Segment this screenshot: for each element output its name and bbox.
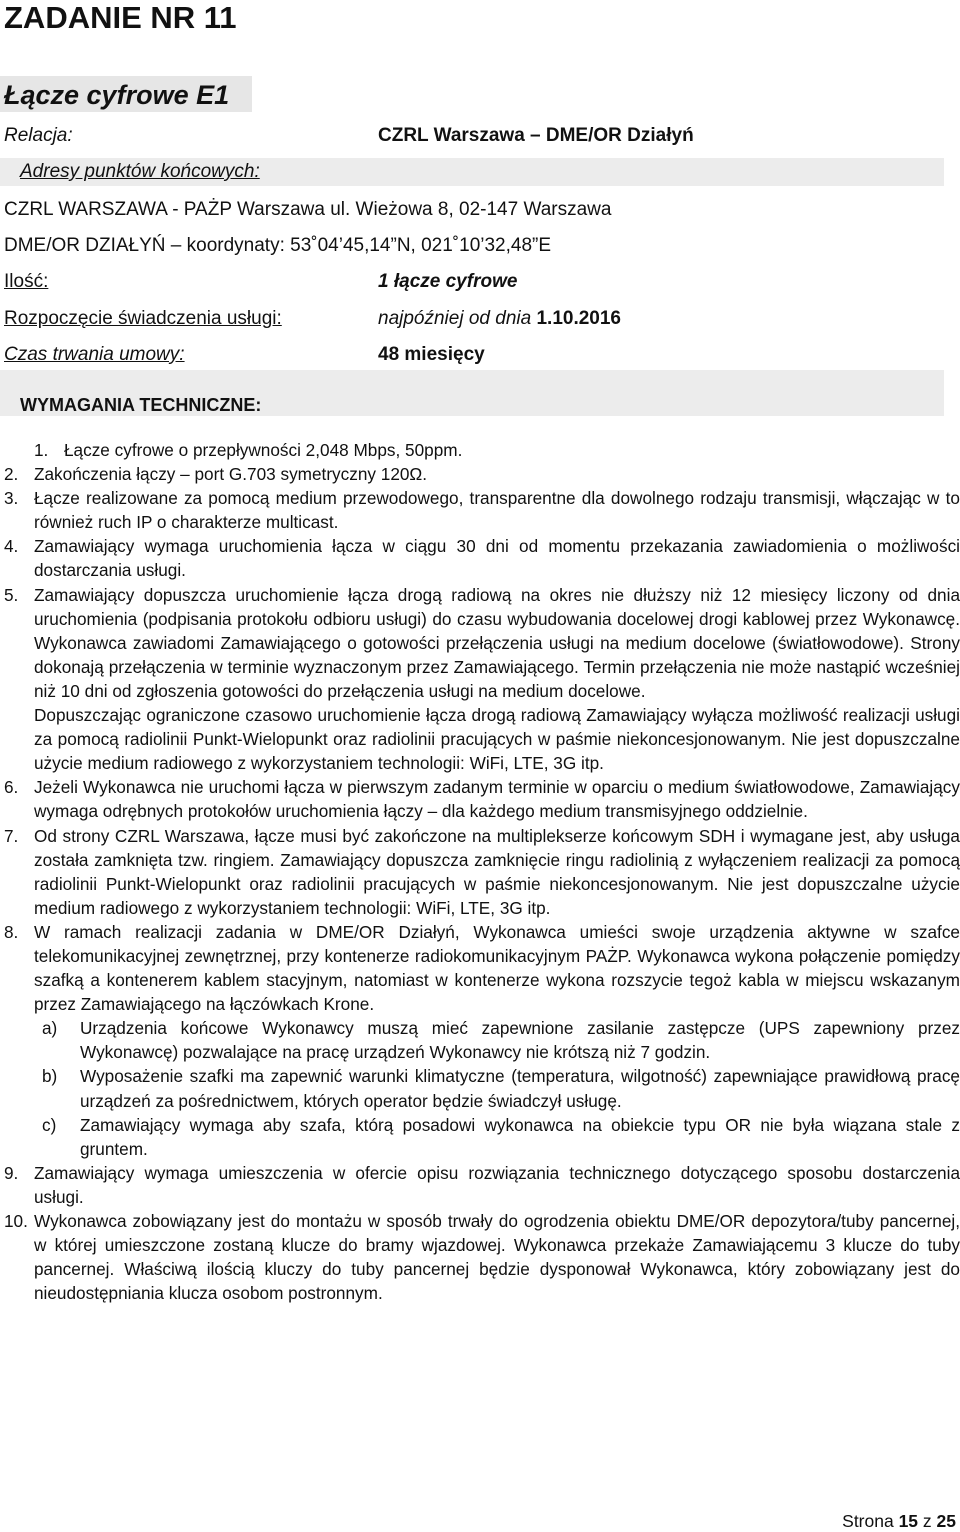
requirement-item [4,462,960,486]
requirement-text: Łącze realizowane za pomocą medium przewodowego, transparentne dla dowolnego rodzaju transmisji, włączając w to również ruch IP o charakterze multicast. [34,488,960,533]
subitem-text: Zamawiający wymaga aby szafa, którą posadowi wykonawca na obiekcie typu OR nie była wiązana stale z gruntem. [80,1114,960,1159]
requirement-item [4,920,960,1016]
section-subtitle: Łącze cyfrowe E1 [4,80,230,110]
requirement-item [4,486,960,534]
requirement-text: Zamawiający dopuszcza uruchomienie łącza drogą radiową na okres nie dłuższy niż 12 miesięcy liczony od dnia uruchomienia (podpisania protokołu odbioru usługi) do czasu wybudowania docelowej drogi kablowej przez Wykonawcę. Wykonawca zawiadomi Zamawiającego o gotowości przełączenia usługi na medium docelowe (światłowodowe). Strony dokonają przełączenia w terminie wyznaczonym przez Zamawiającego. Termin przełączenia nie może nastąpić wcześniej niż 10 dni od zgłoszenia gotowości do przełączenia usługi na medium docelowe. [34,584,960,701]
requirement-item [4,1209,960,1305]
subitem-letter: c) [42,1114,57,1135]
requirement-text: W ramach realizacji zadania w DME/OR Działyń, Wykonawca umieści swoje urządzenia aktywne w szafce telekomunikacyjnej zewnętrznej, przy kontenerze radiokomunikacyjnym PAŻP. Wykonawca wykona połączenie pomiędzy szafką a kontenerem kablem stacyjnym, natomiast w kontenerze wykona rozszycie tegoż kabla w miejscu wskazanym przez Zamawiającego na łączówkach Krone. [34,921,960,1015]
subitem-text: Urządzenia końcowe Wykonawcy muszą mieć zapewnione zasilanie zastępcze (UPS zapewniony przez Wykonawcę) pozwalające na pracę urządzeń Wykonawcy nie krótszą niż 7 godzin. [80,1018,960,1063]
requirements-heading: WYMAGANIA TECHNICZNE: [20,395,262,415]
footer-prefix: Strona [842,1511,899,1531]
page-footer [842,1510,956,1532]
subitem-text: Wyposażenie szafki ma zapewnić warunki klimatyczne (temperatura, wilgotność) zapewniające prawidłową pracę urządzeń za pośrednictwem, których operator będzie świadczył usługę. [80,1066,960,1111]
requirement-number: 9. [4,1162,19,1183]
requirement-item [4,824,960,920]
ilosc-label: Ilość: [4,271,49,292]
address-czrl: CZRL WARSZAWA - PAŻP Warszawa ul. Wieżowa 8, 02-147 Warszawa [4,199,612,220]
footer-total-pages: 25 [936,1511,956,1531]
requirement-subitem [42,1064,960,1112]
adresy-label: Adresy punktów końcowych: [20,161,260,182]
footer-page-number: 15 [898,1511,919,1531]
rozpoczecie-label: Rozpoczęcie świadczenia usługi: [4,308,282,329]
requirement-text: Zamawiający wymaga uruchomienia łącza w ciągu 30 dni od momentu przekazania zawiadomienia o możliwości dostarczania usługi. [34,536,960,581]
requirement-text: Zamawiający wymaga umieszczenia w ofercie opisu rozwiązania technicznego dotyczącego sposobu dostarczenia usługi. [34,1162,960,1207]
requirement-text: Jeżeli Wykonawca nie uruchomi łącza w pierwszym zadanym terminie w oparciu o medium światłowodowe, Zamawiający wymaga odrębnych protokołów uruchomienia łączy – dla każdego medium transmisyjnego oddzielnie. [34,777,960,822]
rozpoczecie-date: 1.10.2016 [536,308,621,329]
footer-mid: z [918,1511,937,1531]
requirement-text: Łącze cyfrowe o przepływności 2,048 Mbps, 50ppm. [64,440,463,460]
requirement-text: Od strony CZRL Warszawa, łącze musi być zakończone na multiplekserze końcowym SDH i wymagane jest, aby usługa została zamknięta tzw. ringiem. Zamawiający dopuszcza zamknięcie ringu radiolinią z wyłączeniem realizacji za pomocą radiolinii Punkt-Wielopunkt oraz radiolinii pracujących w paśmie niekoncesjonowanym. Nie jest dopuszczalne użycie medium radiowego z wykorzystaniem technologii: WiFi, LTE, 3G itp. [34,825,960,918]
address-dme: DME/OR DZIAŁYŃ – koordynaty: 53˚04’45,14”N, 021˚10’32,48”E [4,235,552,256]
requirement-item [4,775,960,823]
rozpoczecie-prefix: najpóźniej od dnia [378,308,537,329]
requirement-number: 6. [4,777,19,798]
rozpoczecie-value [378,307,621,331]
requirement-item [4,1161,960,1209]
subitem-letter: a) [42,1018,58,1039]
czas-label: Czas trwania umowy: [4,344,185,365]
page-title: ZADANIE NR 11 [4,0,237,35]
relacja-label: Relacja: [4,125,73,146]
relacja-value: CZRL Warszawa – DME/OR Działyń [378,125,694,146]
requirement-text: Zakończenia łączy – port G.703 symetryczny 120Ω. [34,464,428,485]
requirement-text-block [34,583,960,776]
requirements-list [4,438,960,1305]
requirement-number: 2. [4,464,19,485]
requirement-text: Wykonawca zobowiązany jest do montażu w sposób trwały do ogrodzenia obiektu DME/OR depozytora/tuby pancernej, w której umieszczone zostaną klucze do bramy wjazdowej. Wykonawca przekaże Zamawiającemu 3 klucze do tuby pancernej. Właściwą ilością kluczy do tuby pancernej będzie dysponował Wykonawca, który zobowiązany jest do nieudostępniania klucza osobom postronnym. [34,1211,960,1304]
requirement-number: 10. [4,1211,28,1231]
requirement-number: 5. [4,584,19,605]
subitem-letter: b) [42,1066,58,1087]
requirement-item [34,438,960,462]
requirement-number: 7. [4,825,19,846]
requirement-number: 4. [4,536,19,557]
requirement-number: 3. [4,488,19,509]
requirement-text-continued: Dopuszczając ograniczone czasowo uruchomienie łącza drogą radiową Zamawiający wyłącza możliwość realizacji usługi za pomocą radiolinii Punkt-Wielopunkt oraz radiolinii pracujących w paśmie niekoncesjonowanym. Nie jest dopuszczalne użycie medium radiowego z wykorzystaniem technologii: WiFi, LTE, 3G itp. [34,705,960,774]
requirement-number: 8. [4,921,19,942]
czas-value: 48 miesięcy [378,344,485,365]
requirement-item [4,583,960,776]
requirement-subitem [42,1113,960,1161]
requirement-number: 1. [34,440,49,460]
ilosc-value: 1 łącze cyfrowe [378,271,518,292]
requirement-subitem [42,1016,960,1064]
requirement-item [4,534,960,582]
